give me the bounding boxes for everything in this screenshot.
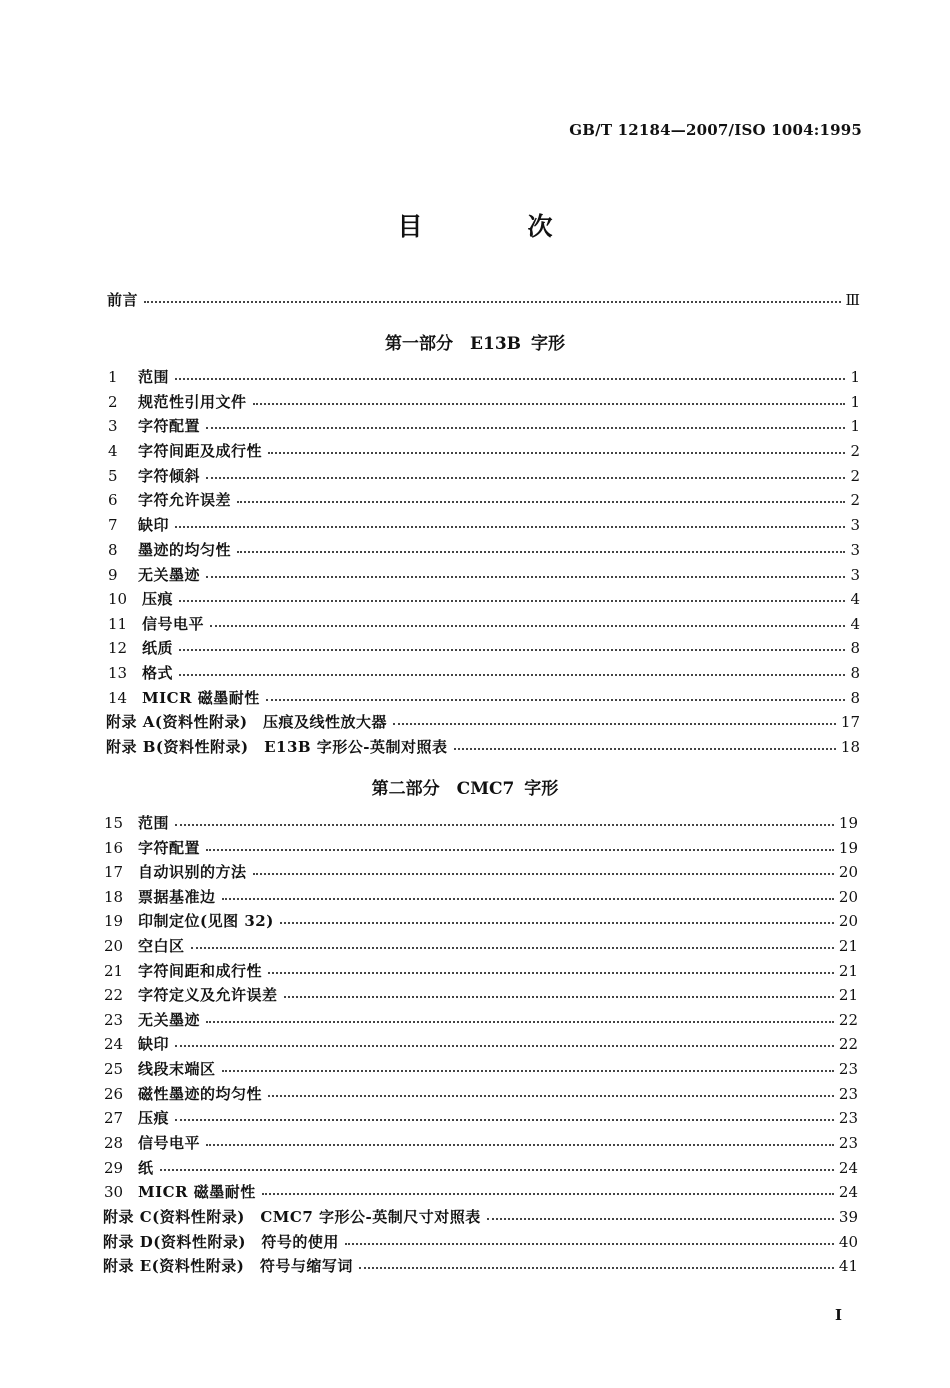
toc-entry[interactable] [104,936,858,956]
leader-dots [179,588,845,602]
toc-label: MICR 磁墨耐性 [142,689,260,707]
toc-number: 20 [104,937,124,955]
toc-label: 纸 [138,1159,154,1177]
toc-label: 附录 D(资料性附录) 符号的使用 [103,1233,339,1251]
leader-dots [393,711,836,725]
toc-page: 24 [838,1159,858,1177]
leader-dots [237,539,845,553]
toc-number: 9 [108,566,118,584]
toc-number: 7 [108,516,118,534]
toc-page: 1 [850,417,860,435]
leader-dots [179,662,845,676]
leader-dots [253,391,845,405]
toc-page: 21 [838,986,858,1004]
toc-page: 39 [838,1208,858,1226]
page-title: 目 次 [397,212,593,241]
toc-entry[interactable] [108,614,860,634]
toc-label: 信号电平 [138,1134,201,1152]
leader-dots [487,1206,834,1220]
toc-entry[interactable] [108,392,860,412]
toc-page: Ⅲ [845,291,860,309]
toc-page: 18 [840,738,860,756]
toc-entry[interactable] [108,490,860,510]
toc-appendix[interactable] [103,1256,858,1276]
toc-number: 1 [108,368,118,386]
toc-number: 8 [108,541,118,559]
toc-entry[interactable] [108,589,860,609]
leader-dots [206,465,845,479]
toc-label: 自动识别的方法 [138,863,247,881]
leader-dots [454,736,836,750]
toc-entry[interactable] [108,515,860,535]
toc-label: 压痕 [138,1109,170,1127]
toc-number: 13 [108,664,128,682]
leader-dots [206,415,845,429]
toc-number: 30 [104,1183,124,1201]
toc-label: 字符配置 [138,839,201,857]
toc-number: 26 [104,1085,124,1103]
leader-dots [268,960,834,974]
toc-page: 22 [838,1035,858,1053]
toc-number: 15 [104,814,124,832]
leader-dots [280,910,834,924]
leader-dots [284,984,834,998]
toc-number: 25 [104,1060,124,1078]
toc-label: 缺印 [138,516,170,534]
toc-entry[interactable] [104,1010,858,1030]
toc-label: 磁性墨迹的均匀性 [138,1085,263,1103]
toc-entry[interactable] [104,862,858,882]
toc-label: 墨迹的均匀性 [138,541,232,559]
toc-appendix[interactable] [103,1232,858,1252]
leader-dots [175,1107,834,1121]
leader-dots [222,1058,834,1072]
toc-page: 20 [838,912,858,930]
toc-page: 17 [840,713,860,731]
toc-page: 20 [838,863,858,881]
leader-dots [175,366,845,380]
toc-page: 20 [838,888,858,906]
toc-entry[interactable] [108,367,860,387]
toc-label: MICR 磁墨耐性 [138,1183,256,1201]
toc-label: 附录 A(资料性附录) 压痕及线性放大器 [106,713,388,731]
toc-entry[interactable] [108,540,860,560]
toc-label: 附录 E(资料性附录) 符号与缩写词 [103,1257,353,1275]
toc-number: 19 [104,912,124,930]
toc-label: 无关墨迹 [138,1011,201,1029]
toc-number: 22 [104,986,124,1004]
toc-entry[interactable] [104,911,858,931]
toc-page: 40 [838,1233,858,1251]
standard-code: GB/T 12184—2007/ISO 1004:1995 [569,121,862,139]
toc-label: 字符间距和成行性 [138,962,263,980]
toc-entry[interactable] [104,1133,858,1153]
toc-page: 8 [850,664,860,682]
toc-label: 规范性引用文件 [138,393,247,411]
toc-page: 24 [838,1183,858,1201]
toc-number: 21 [104,962,124,980]
toc-label: 压痕 [142,590,174,608]
toc-label: 无关墨迹 [138,566,201,584]
part2-heading: 第二部分 CMC7 字形 [371,779,559,799]
toc-label: 纸质 [142,639,174,657]
toc-entry[interactable] [104,1182,858,1202]
toc-number: 27 [104,1109,124,1127]
toc-entry[interactable] [104,985,858,1005]
toc-label: 空白区 [138,937,185,955]
leader-dots [175,1033,834,1047]
toc-page: 3 [850,541,860,559]
toc-page: 4 [850,615,860,633]
toc-entry[interactable] [104,1158,858,1178]
toc-number: 18 [104,888,124,906]
toc-page: 3 [850,516,860,534]
toc-page: 23 [838,1085,858,1103]
toc-entry[interactable] [108,638,860,658]
leader-dots [266,687,845,701]
toc-number: 5 [108,467,118,485]
toc-number: 12 [108,639,128,657]
toc-entry[interactable] [104,887,858,907]
toc-entry[interactable] [108,441,860,461]
toc-number: 29 [104,1159,124,1177]
leader-dots [175,812,834,826]
toc-entry[interactable] [108,466,860,486]
toc-label: 附录 B(资料性附录) E13B 字形公-英制对照表 [106,738,448,756]
toc-label: 信号电平 [142,615,205,633]
toc-page: 21 [838,937,858,955]
toc-page: 2 [850,442,860,460]
leader-dots [359,1255,834,1269]
toc-entry[interactable] [104,813,858,833]
toc-page: 41 [838,1257,858,1275]
leader-dots [191,935,834,949]
toc-page: 21 [838,962,858,980]
footer-page-number: I [835,1306,843,1324]
toc-appendix[interactable] [106,737,860,757]
toc-label: 线段末端区 [138,1060,216,1078]
toc-label: 印制定位(见图 32) [138,912,274,930]
leader-dots [206,1009,834,1023]
leader-dots [268,440,845,454]
leader-dots [206,1132,834,1146]
toc-number: 3 [108,417,118,435]
leader-dots [206,564,845,578]
toc-label: 字符允许误差 [138,491,232,509]
toc-entry[interactable] [104,1034,858,1054]
toc-appendix[interactable] [103,1207,858,1227]
leader-dots [206,837,834,851]
leader-dots [345,1231,834,1245]
toc-label: 附录 C(资料性附录) CMC7 字形公-英制尺寸对照表 [103,1208,481,1226]
toc-number: 6 [108,491,118,509]
toc-page: 3 [850,566,860,584]
toc-entry-preface[interactable] [107,290,860,310]
toc-entry[interactable] [108,688,860,708]
toc-page: 1 [850,393,860,411]
leader-dots [210,613,845,627]
toc-page: 23 [838,1134,858,1152]
toc-label: 前言 [107,291,139,309]
toc-label: 缺印 [138,1035,170,1053]
toc-number: 23 [104,1011,124,1029]
toc-entry[interactable] [104,1108,858,1128]
toc-entry[interactable] [108,565,860,585]
toc-label: 字符间距及成行性 [138,442,263,460]
toc-label: 范围 [138,814,170,832]
toc-number: 10 [108,590,128,608]
leader-dots [237,489,845,503]
toc-page: 4 [850,590,860,608]
toc-page: 23 [838,1109,858,1127]
toc-page: 8 [850,689,860,707]
toc-page: 19 [838,814,858,832]
toc-label: 票据基准边 [138,888,216,906]
toc-appendix[interactable] [106,712,860,732]
toc-number: 16 [104,839,124,857]
toc-number: 24 [104,1035,124,1053]
toc-entry[interactable] [104,961,858,981]
toc-label: 字符配置 [138,417,201,435]
toc-number: 11 [108,615,128,633]
toc-page: 2 [850,467,860,485]
leader-dots [262,1181,834,1195]
toc-label: 字符定义及允许误差 [138,986,278,1004]
toc-number: 28 [104,1134,124,1152]
leader-dots [144,289,841,303]
toc-label: 字符倾斜 [138,467,201,485]
toc-page: 2 [850,491,860,509]
toc-entry[interactable] [108,663,860,683]
toc-page: 23 [838,1060,858,1078]
toc-number: 2 [108,393,118,411]
leader-dots [160,1157,834,1171]
toc-number: 14 [108,689,128,707]
toc-number: 17 [104,863,124,881]
toc-entry[interactable] [104,838,858,858]
leader-dots [179,637,845,651]
toc-page: 22 [838,1011,858,1029]
toc-page: 19 [838,839,858,857]
toc-entry[interactable] [104,1059,858,1079]
toc-entry[interactable] [104,1084,858,1104]
leader-dots [175,514,845,528]
part1-heading: 第一部分 E13B 字形 [385,334,565,354]
leader-dots [222,886,834,900]
leader-dots [268,1083,834,1097]
toc-entry[interactable] [108,416,860,436]
toc-label: 格式 [142,664,174,682]
toc-page: 8 [850,639,860,657]
toc-label: 范围 [138,368,170,386]
toc-number: 4 [108,442,118,460]
toc-page: 1 [850,368,860,386]
leader-dots [253,861,834,875]
